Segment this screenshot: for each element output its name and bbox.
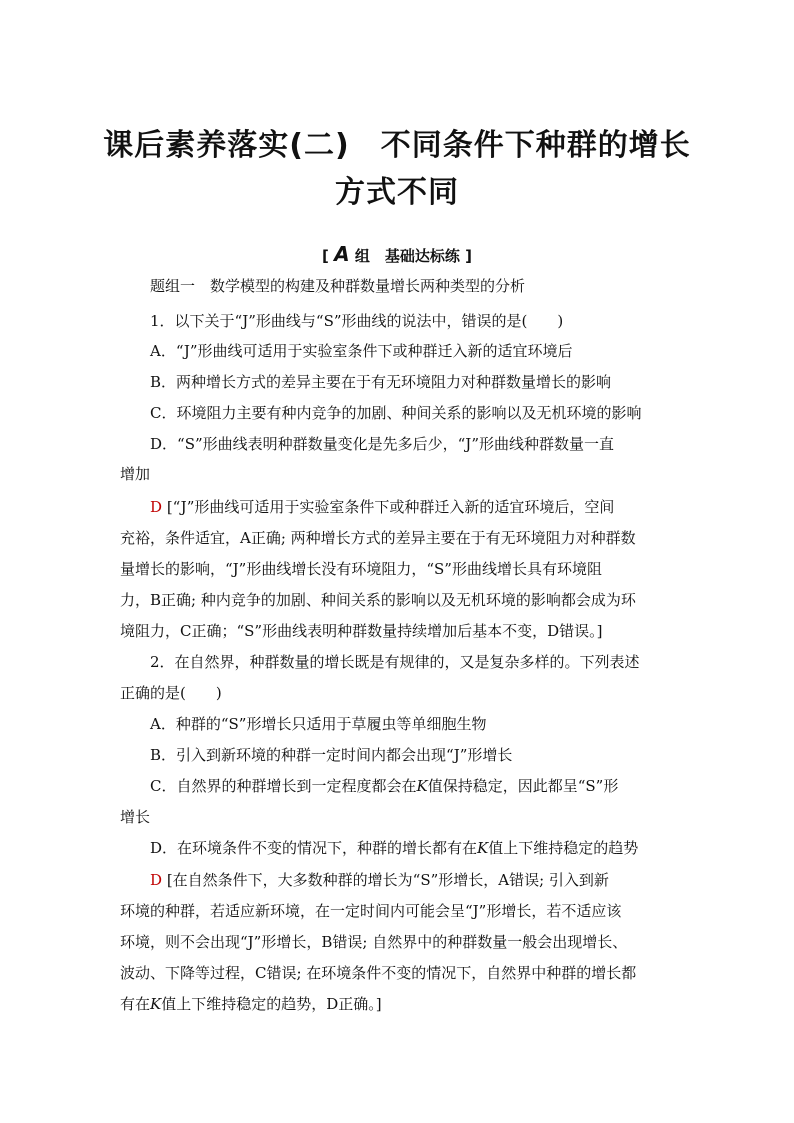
page-title-line-2: 方式不同 [335, 175, 459, 210]
q2-explanation-line-5 [120, 993, 382, 1015]
q2-option-d-text-post: 值上下维持稳定的趋势 [488, 839, 639, 857]
q2-explanation-line-4: 波动、下降等过程，C错误; 在环境条件不变的情况下，自然界中种群的增长都 [120, 964, 637, 982]
q1-option-d-line-1: D．“S”形曲线表明种群数量变化是先多后少，“J”形曲线种群数量一直 [150, 435, 614, 453]
q1-explanation-line-5: 境阻力，C正确；“S”形曲线表明种群数量持续增加后基本不变，D错误。] [120, 622, 603, 640]
group-bracket-close: ] [465, 247, 472, 265]
q2-option-c-line-2: 增长 [120, 808, 151, 826]
q1-explanation-line-3: 量增长的影响，“J”形曲线增长没有环境阻力，“S”形曲线增长具有环境阻 [120, 560, 602, 578]
q1-option-a: A．“J”形曲线可适用于实验室条件下或种群迁入新的适宜环境后 [150, 342, 573, 360]
q2-option-c-text-pre: C．自然界的种群增长到一定程度都会在 [150, 777, 417, 795]
page-title-line-1: 课后素养落实(二) 不同条件下种群的增长 [103, 128, 691, 163]
q2-option-d-k-symbol: K [477, 839, 489, 857]
q2-explanation-line-3: 环境，则不会出现“J”形增长，B错误; 自然界中的种群数量一般会出现增长、 [120, 933, 628, 951]
q2-option-a: A．种群的“S”形增长只适用于草履虫等单细胞生物 [150, 715, 487, 733]
q2-answer: D [150, 871, 163, 889]
q1-explanation-text: [“J”形曲线可适用于实验室条件下或种群迁入新的适宜环境后，空间 [166, 498, 615, 516]
q1-option-d-line-2: 增加 [120, 465, 151, 483]
q2-option-c-line-1 [150, 775, 618, 797]
q2-explanation-k-symbol: K [150, 995, 162, 1013]
q1-explanation-line-1 [150, 496, 614, 518]
group-label-text: 组 基础达标练 [354, 247, 460, 265]
q2-stem-line-2: 正确的是( ) [120, 684, 222, 702]
q2-option-d-text-pre: D．在环境条件不变的情况下，种群的增长都有在 [150, 839, 478, 857]
q2-explanation-text: [在自然条件下，大多数种群的增长为“S”形增长，A错误; 引入到新 [166, 871, 609, 889]
group-a-logo: A [334, 242, 350, 266]
q2-explanation-text-pre: 有在 [120, 995, 151, 1013]
q2-explanation-line-2: 环境的种群，若适应新环境，在一定时间内可能会呈“J”形增长，若不适应该 [120, 902, 622, 920]
q2-option-b: B．引入到新环境的种群一定时间内都会出现“J”形增长 [150, 746, 513, 764]
group-bracket-open: [ [322, 247, 329, 265]
q1-answer: D [150, 498, 163, 516]
q1-option-c: C．环境阻力主要有种内竞争的加剧、种间关系的影响以及无机环境的影响 [150, 404, 642, 422]
q1-option-b: B．两种增长方式的差异主要在于有无环境阻力对种群数量增长的影响 [150, 373, 612, 391]
q2-explanation-text-post: 值上下维持稳定的趋势，D正确。] [161, 995, 382, 1013]
q1-stem: 1．以下关于“J”形曲线与“S”形曲线的说法中，错误的是( ) [150, 312, 564, 330]
section-heading: 题组一 数学模型的构建及种群数量增长两种类型的分析 [150, 277, 526, 295]
q2-option-d [150, 837, 638, 859]
q2-stem-line-1: 2．在自然界，种群数量的增长既是有规律的，又是复杂多样的。下列表述 [150, 653, 640, 671]
q1-explanation-line-2: 充裕，条件适宜，A正确; 两种增长方式的差异主要在于有无环境阻力对种群数 [120, 529, 636, 547]
q2-option-c-k-symbol: K [416, 777, 428, 795]
q2-explanation-line-1 [150, 869, 609, 891]
q1-explanation-line-4: 力，B正确; 种内竞争的加剧、种间关系的影响以及无机环境的影响都会成为环 [120, 591, 636, 609]
group-label [0, 243, 794, 267]
q2-option-c-text-post: 值保持稳定，因此都呈“S”形 [427, 777, 619, 795]
